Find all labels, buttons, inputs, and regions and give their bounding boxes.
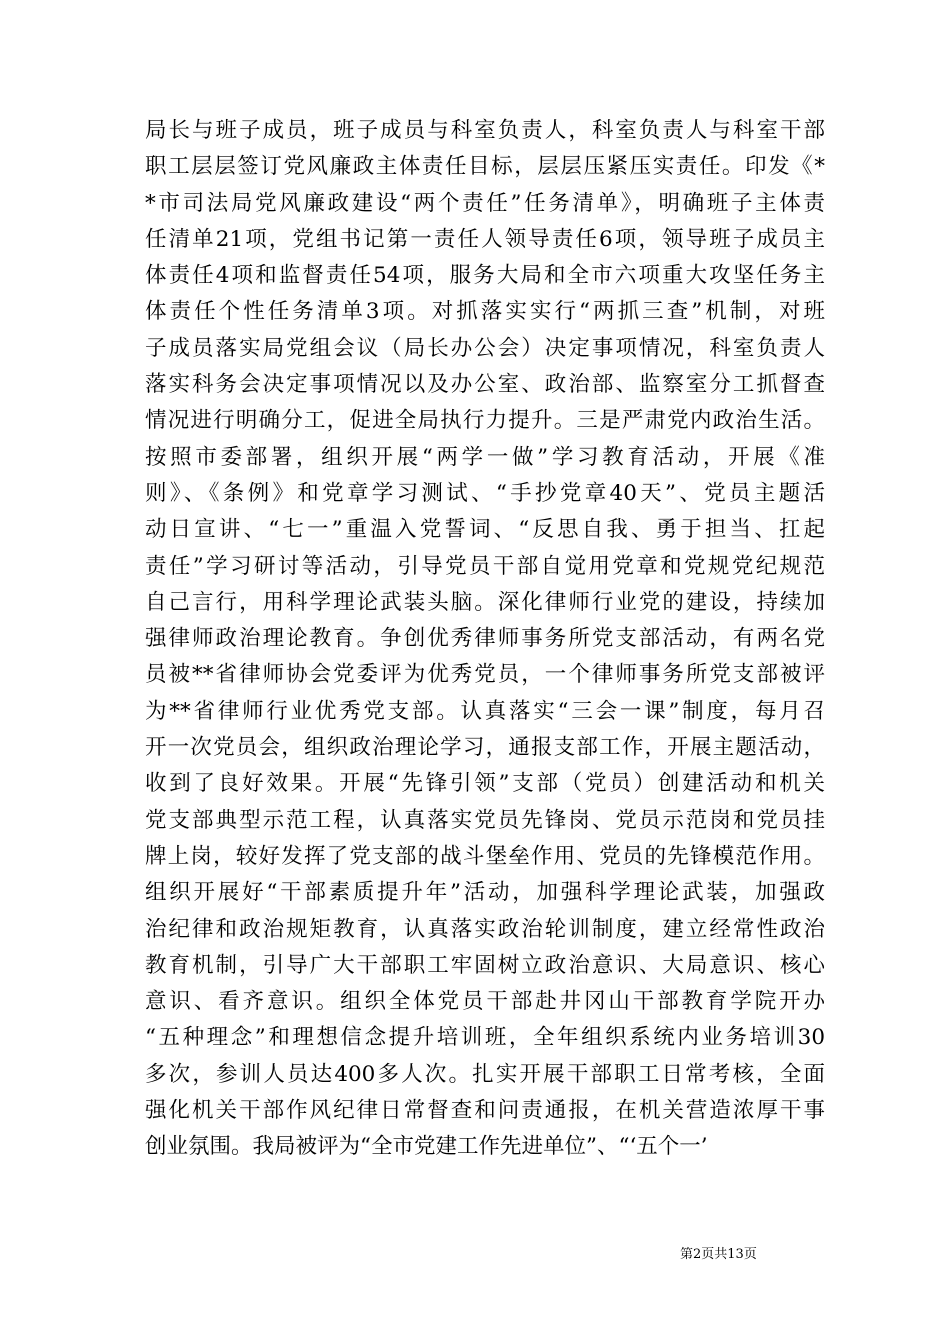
text-line: 责任”学习研讨等活动，引导党员干部自觉用党章和党规党纪规范 (145, 553, 825, 579)
text-line: 党支部典型示范工程，认真落实党员先锋岗、党员示范岗和党员挂 (145, 807, 825, 833)
text-line: 职工层层签订党风廉政主体责任目标，层层压紧压实责任。印发《* (145, 154, 825, 180)
text-line: 体责任4项和监督责任54项，服务大局和全市六项重大攻坚任务主 (145, 263, 825, 289)
text-line: 自己言行，用科学理论武装头脑。深化律师行业党的建设，持续加 (145, 589, 825, 615)
text-line: 为**省律师行业优秀党支部。认真落实“三会一课”制度，每月召 (145, 698, 825, 724)
text-line: 意识、看齐意识。组织全体党员干部赴井冈山干部教育学院开办 (145, 989, 825, 1015)
text-line: 组织开展好“干部素质提升年”活动，加强科学理论武装，加强政 (145, 880, 825, 906)
text-line: 落实科务会决定事项情况以及办公室、政治部、监察室分工抓督查 (145, 372, 825, 398)
text-line: *市司法局党风廉政建设“两个责任”任务清单》，明确班子主体责 (145, 190, 825, 216)
text-line: 收到了良好效果。开展“先锋引领”支部（党员）创建活动和机关 (145, 771, 825, 797)
text-line: 体责任个性任务清单3项。对抓落实实行“两抓三查”机制，对班 (145, 299, 825, 325)
text-line: 治纪律和政治规矩教育，认真落实政治轮训制度，建立经常性政治 (145, 916, 825, 942)
text-line: 子成员落实局党组会议（局长办公会）决定事项情况，科室负责人 (145, 335, 825, 361)
text-line: “五种理念”和理想信念提升培训班，全年组织系统内业务培训30 (145, 1025, 825, 1051)
text-line: 情况进行明确分工，促进全局执行力提升。三是严肃党内政治生活。 (145, 408, 825, 434)
text-line: 创业氛围。我局被评为“全市党建工作先进单位”、“‘五个一’ (145, 1134, 708, 1160)
text-line: 多次，参训人员达400多人次。扎实开展干部职工日常考核，全面 (145, 1061, 825, 1087)
text-line: 动日宣讲、“七一”重温入党誓词、“反思自我、勇于担当、扛起 (145, 517, 825, 543)
text-line: 员被**省律师协会党委评为优秀党员，一个律师事务所党支部被评 (145, 662, 825, 688)
text-line: 教育机制，引导广大干部职工牢固树立政治意识、大局意识、核心 (145, 952, 825, 978)
text-line: 局长与班子成员，班子成员与科室负责人，科室负责人与科室干部 (145, 118, 825, 143)
text-line: 开一次党员会，组织政治理论学习，通报支部工作，开展主题活动， (145, 735, 825, 761)
page-number: 第2页共13页 (680, 1247, 757, 1262)
text-line: 按照市委部署，组织开展“两学一做”学习教育活动，开展《准 (145, 444, 825, 470)
text-line: 强化机关干部作风纪律日常督查和问责通报，在机关营造浓厚干事 (145, 1098, 825, 1124)
text-line: 强律师政治理论教育。争创优秀律师事务所党支部活动，有两名党 (145, 626, 825, 652)
text-line: 牌上岗，较好发挥了党支部的战斗堡垒作用、党员的先锋模范作用。 (145, 843, 825, 869)
text-line: 则》、《条例》和党章学习测试、“手抄党章40天”、党员主题活 (145, 480, 825, 506)
text-line: 任清单21项，党组书记第一责任人领导责任6项，领导班子成员主 (145, 226, 825, 252)
body-text (145, 113, 825, 1166)
